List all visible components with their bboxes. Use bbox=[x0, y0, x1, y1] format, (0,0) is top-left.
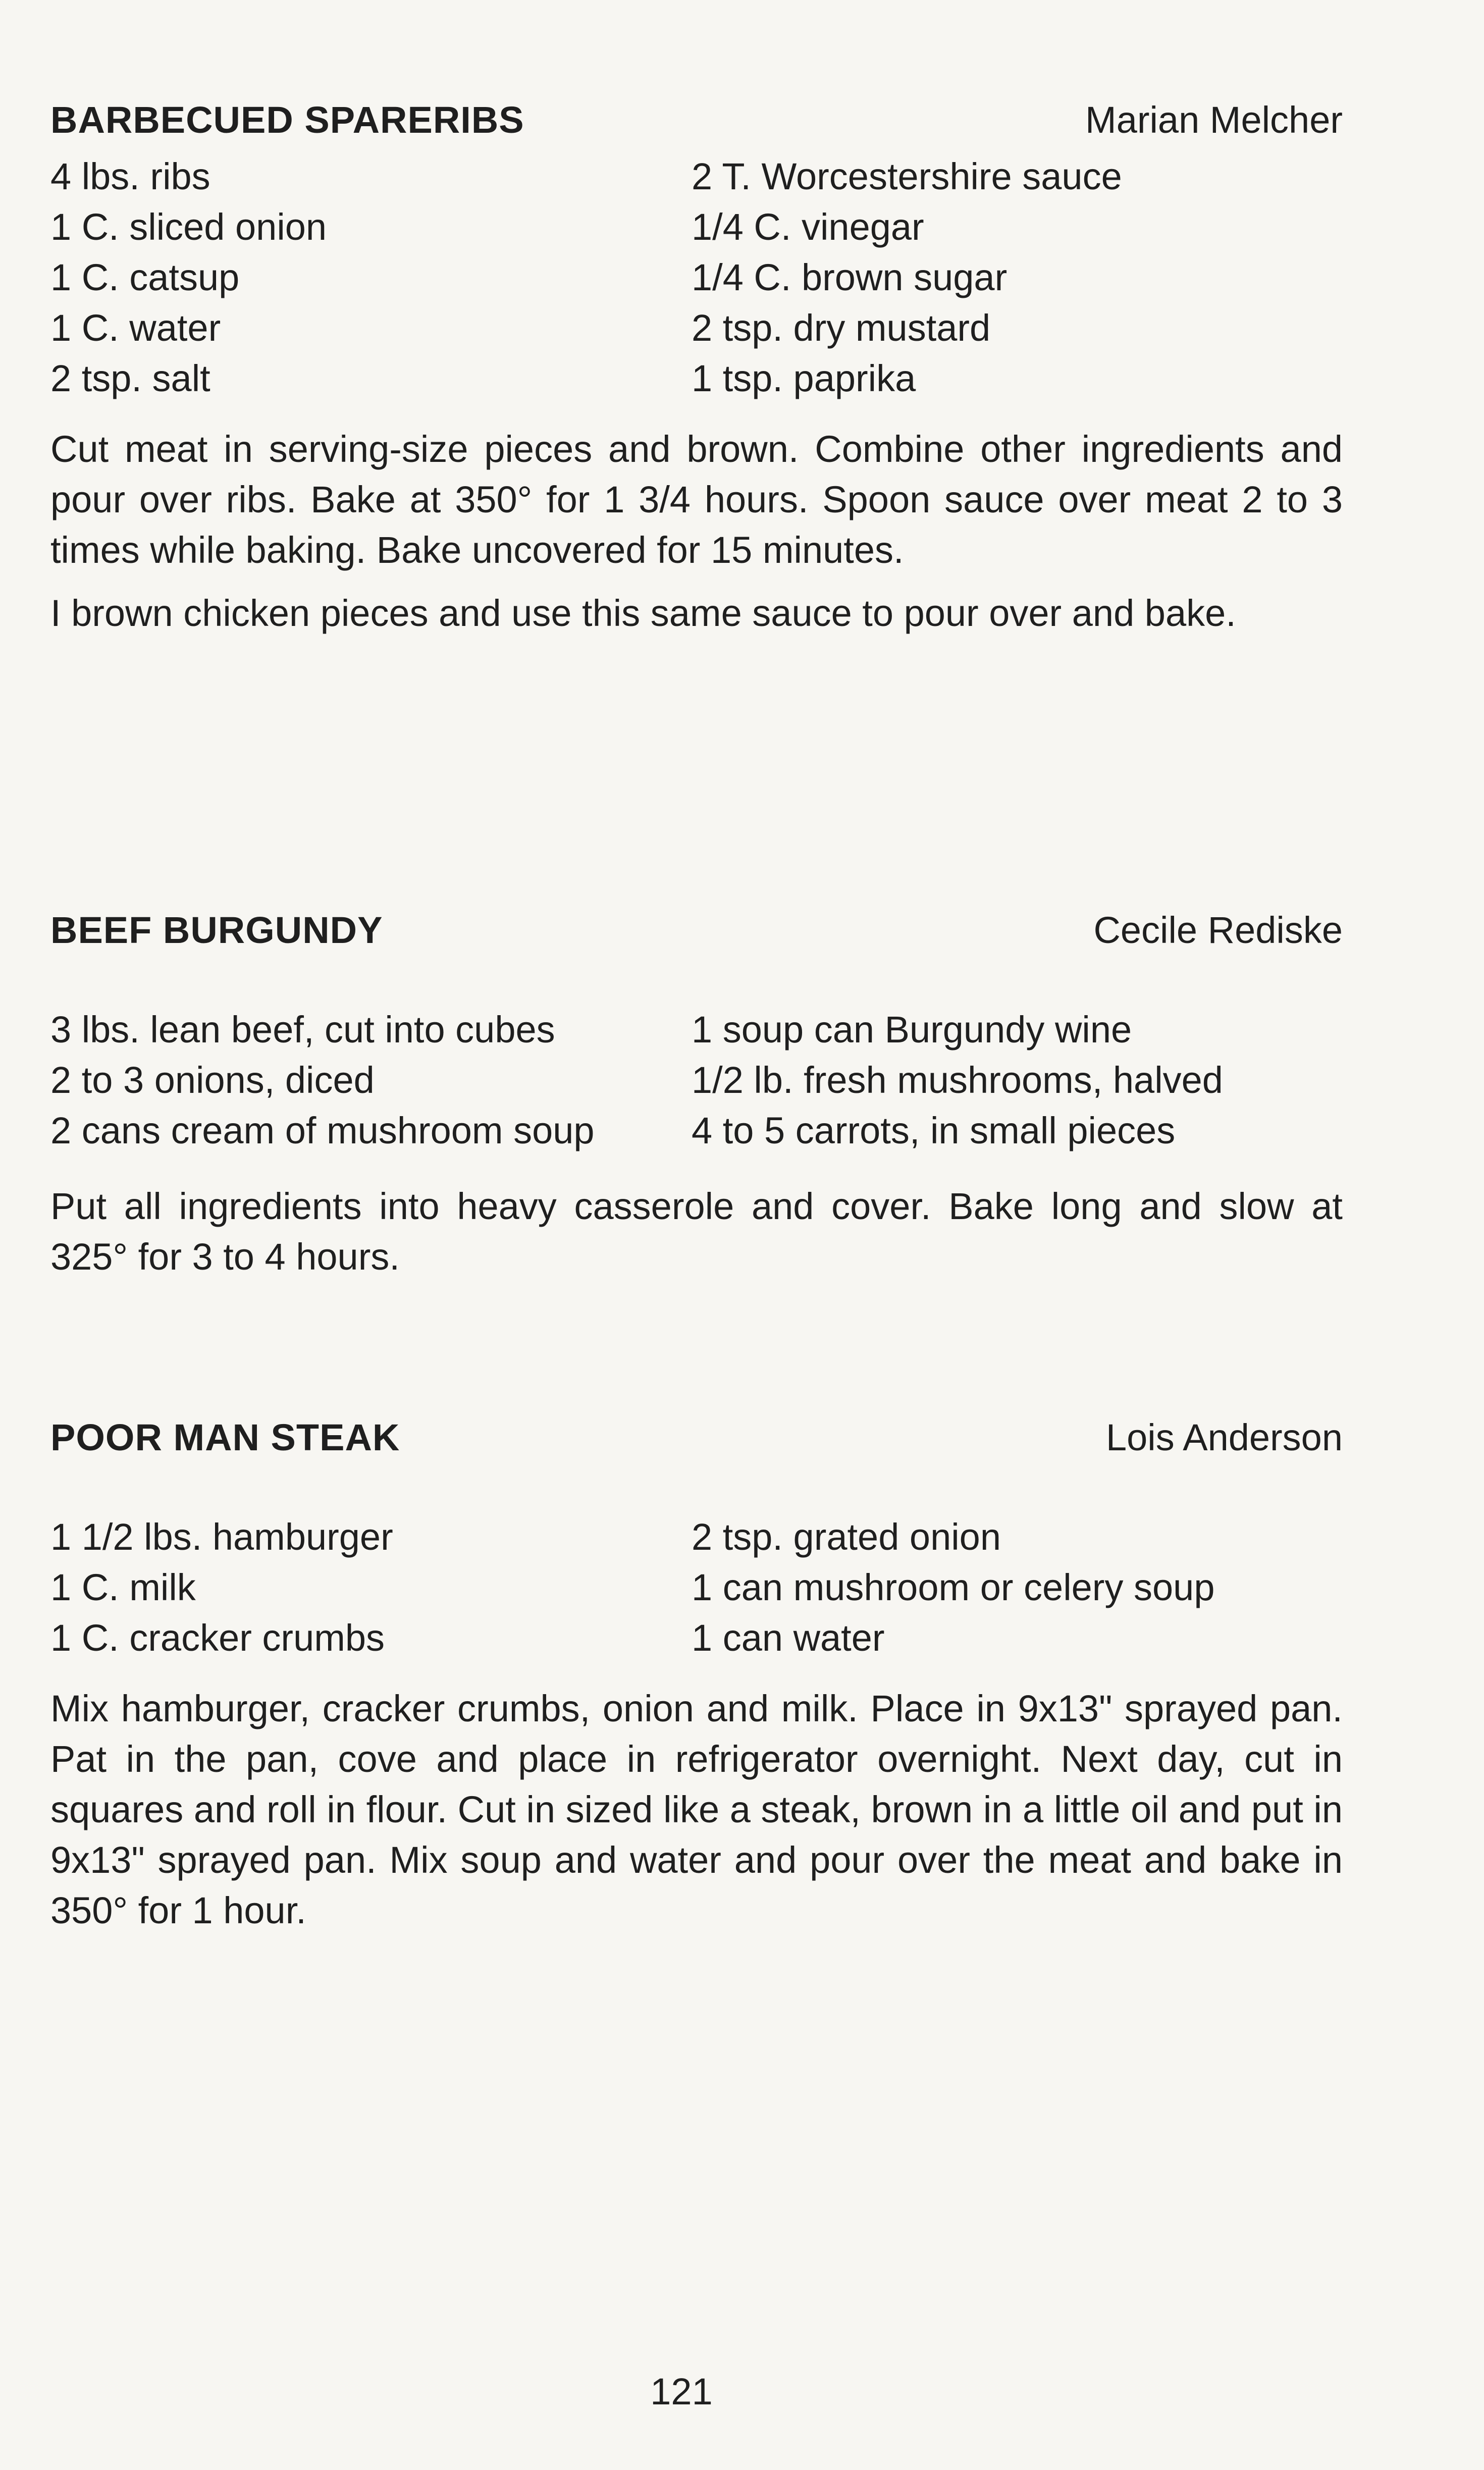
recipe-directions: Put all ingredients into heavy casserole and cover. Bake long and slow at 325° for 3 to 4 hours. bbox=[50, 1185, 1343, 1278]
ingredient: 1 C. cracker crumbs bbox=[50, 1617, 385, 1659]
ingredient: 1 C. milk bbox=[50, 1566, 196, 1608]
recipe-title: BEEF BURGUNDY bbox=[50, 909, 383, 951]
ingredient: 3 lbs. lean beef, cut into cubes bbox=[50, 1009, 555, 1050]
ingredients-list bbox=[50, 1512, 1343, 1663]
recipe-author: Cecile Rediske bbox=[1093, 909, 1343, 951]
recipe-author: Marian Melcher bbox=[1085, 99, 1343, 141]
ingredient: 1 C. water bbox=[50, 307, 221, 349]
ingredient: 1/4 C. brown sugar bbox=[692, 256, 1008, 298]
recipe-beef-burgundy bbox=[50, 909, 1343, 1282]
recipe-header bbox=[50, 1416, 1343, 1472]
ingredient: 1 tsp. paprika bbox=[692, 357, 916, 399]
ingredient: 1/4 C. vinegar bbox=[692, 206, 924, 248]
ingredient: 1 can mushroom or celery soup bbox=[692, 1566, 1215, 1608]
ingredient: 1 C. catsup bbox=[50, 256, 240, 298]
ingredient: 2 tsp. salt bbox=[50, 357, 210, 399]
ingredient: 2 tsp. grated onion bbox=[692, 1516, 1001, 1558]
ingredient: 2 cans cream of mushroom soup bbox=[50, 1110, 595, 1151]
recipe-header bbox=[50, 98, 1343, 154]
ingredient: 1/2 lb. fresh mushrooms, halved bbox=[692, 1059, 1223, 1101]
recipe-header bbox=[50, 909, 1343, 964]
ingredient: 4 lbs. ribs bbox=[50, 155, 210, 197]
recipe-title: BARBECUED SPARERIBS bbox=[50, 99, 524, 141]
recipe-poor-man-steak bbox=[50, 1416, 1343, 1936]
ingredient: 2 tsp. dry mustard bbox=[692, 307, 991, 349]
recipe-note: I brown chicken pieces and use this same sauce to pour over and bake. bbox=[50, 592, 1236, 634]
ingredient: 1 C. sliced onion bbox=[50, 206, 327, 248]
ingredients-list bbox=[50, 1005, 1343, 1156]
recipe-barbecued-spareribs bbox=[50, 98, 1343, 639]
recipe-title: POOR MAN STEAK bbox=[50, 1416, 400, 1458]
page-number: 121 bbox=[650, 2371, 713, 2412]
ingredient: 2 to 3 onions, diced bbox=[50, 1059, 375, 1101]
ingredient: 4 to 5 carrots, in small pieces bbox=[692, 1110, 1176, 1151]
recipe-directions: Mix hamburger, cracker crumbs, onion and milk. Place in 9x13" sprayed pan. Pat in the pan, cove and place in refrigerator overnight. Next day, cut in squares and roll in flour. Cut in sized like a steak, brown in a little oil and put in 9x13" sprayed pan. Mix soup and water and pour over the meat and bake in 350° for 1 hour. bbox=[50, 1688, 1343, 1931]
ingredient: 2 T. Worcestershire sauce bbox=[692, 155, 1122, 197]
ingredient: 1 can water bbox=[692, 1617, 885, 1659]
recipe-directions: Cut meat in serving-size pieces and brown. Combine other ingredients and pour over ribs. Bake at 350° for 1 3/4 hours. Spoon sauce over meat 2 to 3 times while baking. Bake uncovered for 15 minutes. bbox=[50, 428, 1343, 571]
recipe-author: Lois Anderson bbox=[1105, 1416, 1343, 1458]
ingredients-list bbox=[50, 151, 1343, 404]
ingredient: 1 1/2 lbs. hamburger bbox=[50, 1516, 393, 1558]
ingredient: 1 soup can Burgundy wine bbox=[692, 1009, 1132, 1050]
